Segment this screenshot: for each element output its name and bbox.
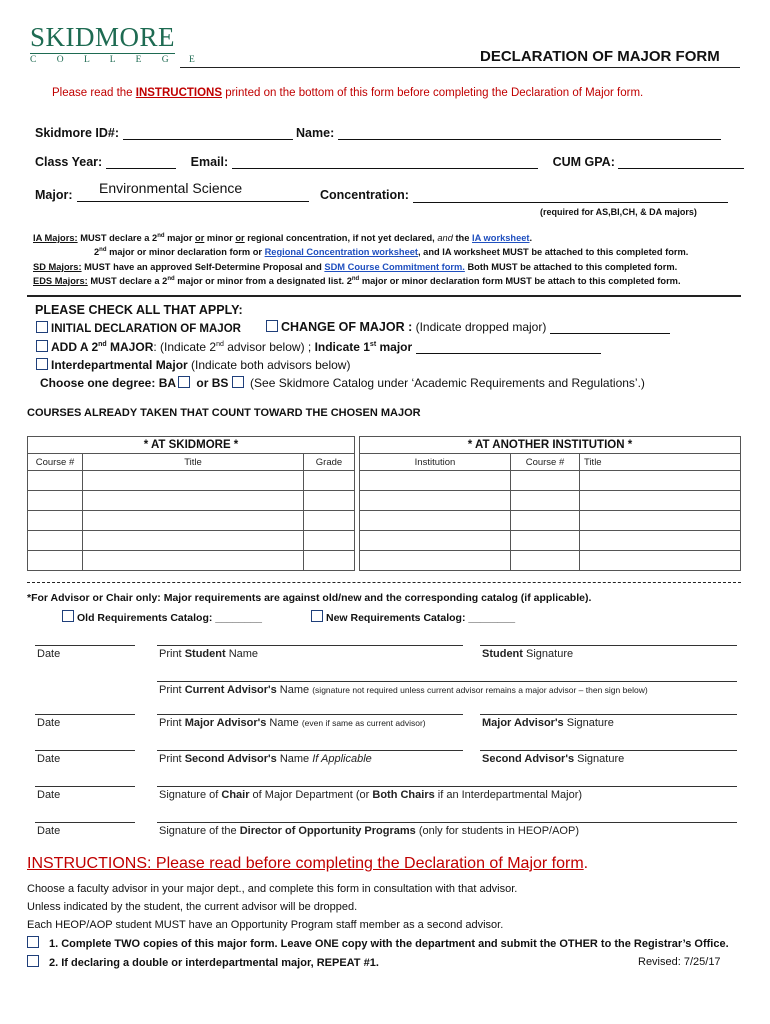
id-name-row: Skidmore ID#: Name: — [35, 126, 721, 140]
dropped-major-field[interactable] — [550, 333, 670, 334]
instruction-step-2: 2. If declaring a double or interdepartmental major, REPEAT #1. — [27, 955, 379, 969]
first-major-field[interactable] — [416, 353, 601, 354]
chair-signature-label: Signature of Chair of Major Department (or Both Chairs if an Interdepartmental Major) — [159, 789, 583, 801]
chair-signature-line[interactable] — [157, 786, 737, 787]
old-catalog-checkbox[interactable] — [62, 610, 74, 622]
sdm-course-link[interactable]: SDM Course Commitment form. — [324, 262, 465, 272]
gpa-field[interactable] — [618, 168, 744, 169]
add-second-major-option: ADD A 2nd MAJOR: (Indicate 2nd advisor below) ; Indicate 1st major — [36, 340, 601, 354]
initial-declaration-option: INITIAL DECLARATION OF MAJOR — [36, 321, 241, 335]
major-advisor-signature-label: Major Advisor's Signature — [482, 717, 614, 729]
ia-rule-line2: 2nd major or minor declaration form or Regional Concentration worksheet, and IA worksheet MUST be attached to this completed form. — [94, 247, 689, 258]
col-title: Title — [83, 454, 304, 471]
email-field[interactable] — [232, 168, 538, 169]
dashed-divider — [27, 582, 741, 583]
name-field[interactable] — [338, 139, 721, 140]
student-signature-label: Student Signature — [482, 648, 574, 660]
major-field[interactable] — [77, 180, 309, 202]
ba-checkbox[interactable] — [178, 376, 190, 388]
instructions-link[interactable]: INSTRUCTIONS — [135, 87, 223, 99]
second-advisor-signature-label: Second Advisor's Signature — [482, 753, 625, 765]
class-year-field[interactable] — [106, 168, 176, 169]
logo-subtext: C O L L E G E — [30, 55, 204, 65]
instruction-line-2: Unless indicated by the student, the current advisor will be dropped. — [27, 901, 358, 913]
ia-rule: IA Majors: MUST declare a 2nd major or minor or regional concentration, if not yet declared, and the IA worksheet. — [33, 233, 533, 244]
date-line[interactable] — [35, 714, 135, 715]
revised-date: Revised: 7/25/17 — [638, 956, 721, 968]
instructions-notice: Please read the INSTRUCTIONS printed on the bottom of this form before completing the Declaration of Major form. — [52, 87, 644, 99]
college-logo — [30, 24, 204, 65]
table-row — [28, 551, 741, 571]
check-heading: PLEASE CHECK ALL THAT APPLY: — [35, 303, 243, 317]
instruction-line-1: Choose a faculty advisor in your major dept., and complete this form in consultation with that advisor. — [27, 883, 518, 895]
concentration-field[interactable] — [413, 186, 728, 203]
major-value: Environmental Science — [99, 180, 243, 196]
col-title-other: Title — [580, 454, 741, 471]
instructions-heading: INSTRUCTIONS: Please read before completing the Declaration of Major form. — [27, 855, 589, 872]
table-row — [28, 531, 741, 551]
change-major-option: CHANGE OF MAJOR : (Indicate dropped major) — [266, 320, 670, 334]
step-2-checkbox[interactable] — [27, 955, 39, 967]
logo-wordmark: SKIDMORE — [30, 22, 176, 52]
date-line[interactable] — [35, 822, 135, 823]
sd-rule: SD Majors: MUST have an approved Self-Determine Proposal and SDM Course Commitment form. Both MUST be attached to this completed form. — [33, 262, 678, 272]
date-line[interactable] — [35, 750, 135, 751]
change-major-checkbox[interactable] — [266, 320, 278, 332]
add-second-major-checkbox[interactable] — [36, 340, 48, 352]
column-header-row — [28, 454, 741, 471]
skidmore-header: * AT SKIDMORE * — [28, 437, 355, 454]
print-student-name-label: Print Student Name — [159, 648, 259, 660]
class-email-row: Class Year: Email: CUM GPA: — [35, 155, 744, 169]
instruction-step-1: 1. Complete TWO copies of this major form. Leave ONE copy with the department and submit the OTHER to the Registrar’s Office. — [27, 936, 729, 950]
table-row — [28, 471, 741, 491]
col-course-num: Course # — [28, 454, 83, 471]
second-advisor-signature-line[interactable] — [480, 750, 737, 751]
initial-declaration-checkbox[interactable] — [36, 321, 48, 333]
logo-divider — [30, 53, 175, 54]
interdepartmental-option: Interdepartmental Major (Indicate both advisors below) — [36, 358, 350, 372]
date-label: Date — [37, 789, 61, 801]
major-label: Major: — [35, 188, 73, 202]
current-advisor-line[interactable] — [157, 681, 737, 682]
regional-concentration-link[interactable]: Regional Concentration worksheet — [264, 247, 419, 258]
major-advisor-name-label: Print Major Advisor's Name (even if same as current advisor) — [159, 717, 426, 729]
date-line[interactable] — [35, 786, 135, 787]
table-row — [28, 511, 741, 531]
date-label: Date — [37, 825, 61, 837]
instruction-line-3: Each HEOP/AOP student MUST have an Opportunity Program staff member as a second advisor. — [27, 919, 504, 931]
section-divider — [27, 295, 741, 297]
date-line[interactable] — [35, 645, 135, 646]
courses-table — [27, 436, 741, 571]
student-name-line[interactable] — [157, 645, 463, 646]
title-rule — [180, 67, 740, 68]
second-advisor-name-label: Print Second Advisor's Name If Applicable — [159, 753, 372, 765]
concentration-label: Concentration: — [320, 188, 409, 202]
step-1-checkbox[interactable] — [27, 936, 39, 948]
director-signature-line[interactable] — [157, 822, 737, 823]
courses-heading: COURSES ALREADY TAKEN THAT COUNT TOWARD THE CHOSEN MAJOR — [27, 407, 421, 419]
degree-choice: Choose one degree: BA or BS (See Skidmore Catalog under ‘Academic Requirements and Regulations’.) — [40, 376, 645, 390]
skidmore-id-field[interactable] — [123, 139, 293, 140]
date-label: Date — [37, 648, 61, 660]
col-institution: Institution — [360, 454, 511, 471]
form-title: DECLARATION OF MAJOR FORM — [480, 48, 720, 65]
interdepartmental-checkbox[interactable] — [36, 358, 48, 370]
other-institution-header: * AT ANOTHER INSTITUTION * — [360, 437, 741, 454]
col-grade: Grade — [304, 454, 355, 471]
col-course-num-other: Course # — [511, 454, 580, 471]
table-row — [28, 491, 741, 511]
eds-rule: EDS Majors: MUST declare a 2nd major or minor from a designated list. 2nd major or minor declaration form MUST be attach to this completed form. — [33, 276, 681, 287]
new-catalog-checkbox[interactable] — [311, 610, 323, 622]
student-signature-line[interactable] — [480, 645, 737, 646]
director-signature-label: Signature of the Director of Opportunity Programs (only for students in HEOP/AOP) — [159, 825, 579, 837]
current-advisor-label: Print Current Advisor's Name (signature not required unless current advisor remains a major advisor – then sign below) — [159, 684, 648, 696]
advisor-note: *For Advisor or Chair only: Major requirements are against old/new and the corresponding catalog (if applicable). — [27, 592, 592, 604]
concentration-note: (required for AS,BI,CH, & DA majors) — [540, 207, 697, 217]
bs-checkbox[interactable] — [232, 376, 244, 388]
date-label: Date — [37, 753, 61, 765]
date-label: Date — [37, 717, 61, 729]
second-advisor-name-line[interactable] — [157, 750, 463, 751]
ia-worksheet-link[interactable]: IA worksheet — [472, 233, 530, 244]
major-advisor-name-line[interactable] — [157, 714, 463, 715]
old-catalog-option: Old Requirements Catalog: ________ — [62, 610, 262, 624]
new-catalog-option: New Requirements Catalog: ________ — [311, 610, 515, 624]
major-advisor-signature-line[interactable] — [480, 714, 737, 715]
